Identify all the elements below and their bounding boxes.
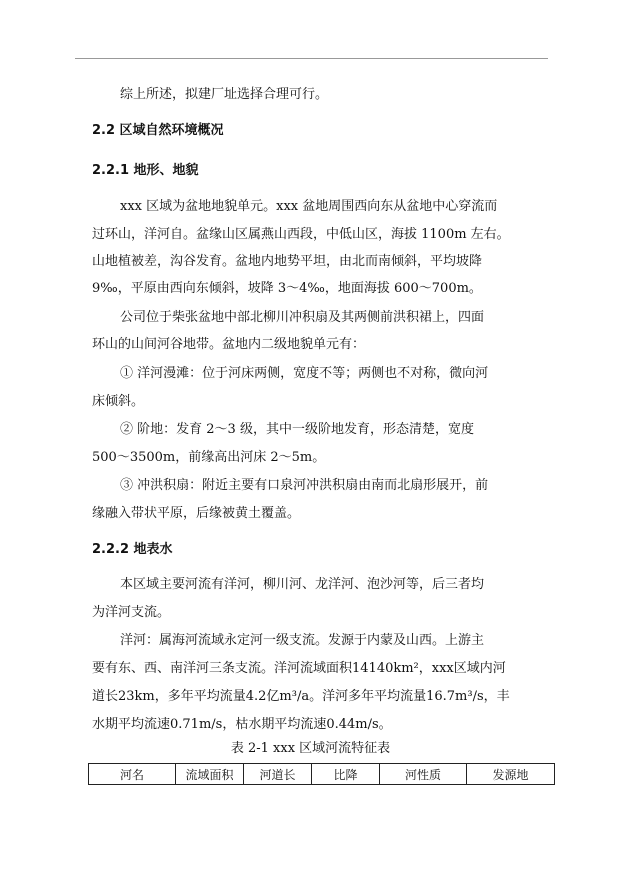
table-header-row <box>89 764 555 785</box>
subsection-heading-2-2-2: 2.2.2 地表水 <box>92 542 173 557</box>
table-header-cell: 河性质 <box>380 764 467 785</box>
section-heading-2-2: 2.2 区域自然环境概况 <box>92 123 224 138</box>
paragraph-line: xxx 区域为盆地地貌单元。xxx 盆地周围西向东从盆地中心穿流而 <box>120 199 498 214</box>
list-item-1: ① 洋河漫滩：位于河床两侧，宽度不等；两侧也不对称，微向河 <box>120 366 489 381</box>
list-item-2-cont: 500～3500m，前缘高出河床 2～5m。 <box>92 450 326 465</box>
table-caption: 表 2-1 xxx 区域河流特征表 <box>230 741 391 756</box>
conclusion-paragraph: 综上所述，拟建厂址选择合理可行。 <box>120 87 329 102</box>
subsection-heading-2-2-1: 2.2.1 地形、地貌 <box>92 163 199 178</box>
list-item-3-cont: 缘融入带状平原，后缘被黄土覆盖。 <box>92 506 301 521</box>
paragraph-line: 洋河：属海河流域永定河一级支流。发源于内蒙及山西。上游主 <box>120 633 485 648</box>
paragraph-line: 9‰，平原由西向东倾斜，坡降 3～4‰，地面海拔 600～700m。 <box>92 281 482 296</box>
paragraph-line: 为洋河支流。 <box>92 605 171 620</box>
list-item-2: ② 阶地：发育 2～3 级，其中一级阶地发育，形态清楚，宽度 <box>120 422 474 437</box>
paragraph-line: 过环山，洋河自。盆缘山区属燕山西段，中低山区，海拔 1100m 左右。 <box>92 227 510 242</box>
table-header-cell: 河名 <box>89 764 176 785</box>
list-item-1-cont: 床倾斜。 <box>92 394 145 409</box>
list-item-3: ③ 冲洪积扇：附近主要有口泉河冲洪积扇由南而北扇形展开，前 <box>120 478 489 493</box>
paragraph-line: 环山的山间河谷地带。盆地内二级地貌单元有： <box>92 337 366 352</box>
paragraph-line: 山地植被差，沟谷发育。盆地内地势平坦，由北而南倾斜，平均坡降 <box>92 254 483 269</box>
river-characteristics-table <box>88 763 555 785</box>
paragraph-line: 道长23km，多年平均流量4.2亿m³/a。洋河多年平均流量16.7m³/s，丰 <box>92 689 510 704</box>
paragraph-line: 要有东、西、南洋河三条支流。洋河流域面积14140km²，xxx区域内河 <box>92 661 506 676</box>
table-header-cell: 流域面积 <box>176 764 244 785</box>
table-header-cell: 发源地 <box>467 764 555 785</box>
paragraph-line: 本区域主要河流有洋河，柳川河、龙洋河、泡沙河等，后三者均 <box>120 577 485 592</box>
header-rule <box>75 58 548 59</box>
table-header-cell: 河道长 <box>244 764 312 785</box>
paragraph-line: 水期平均流速0.71m/s，枯水期平均流速0.44m/s。 <box>92 717 392 732</box>
paragraph-line: 公司位于柴张盆地中部北柳川冲积扇及其两侧前洪积裙上，四面 <box>120 310 485 325</box>
table-header-cell: 比降 <box>312 764 380 785</box>
